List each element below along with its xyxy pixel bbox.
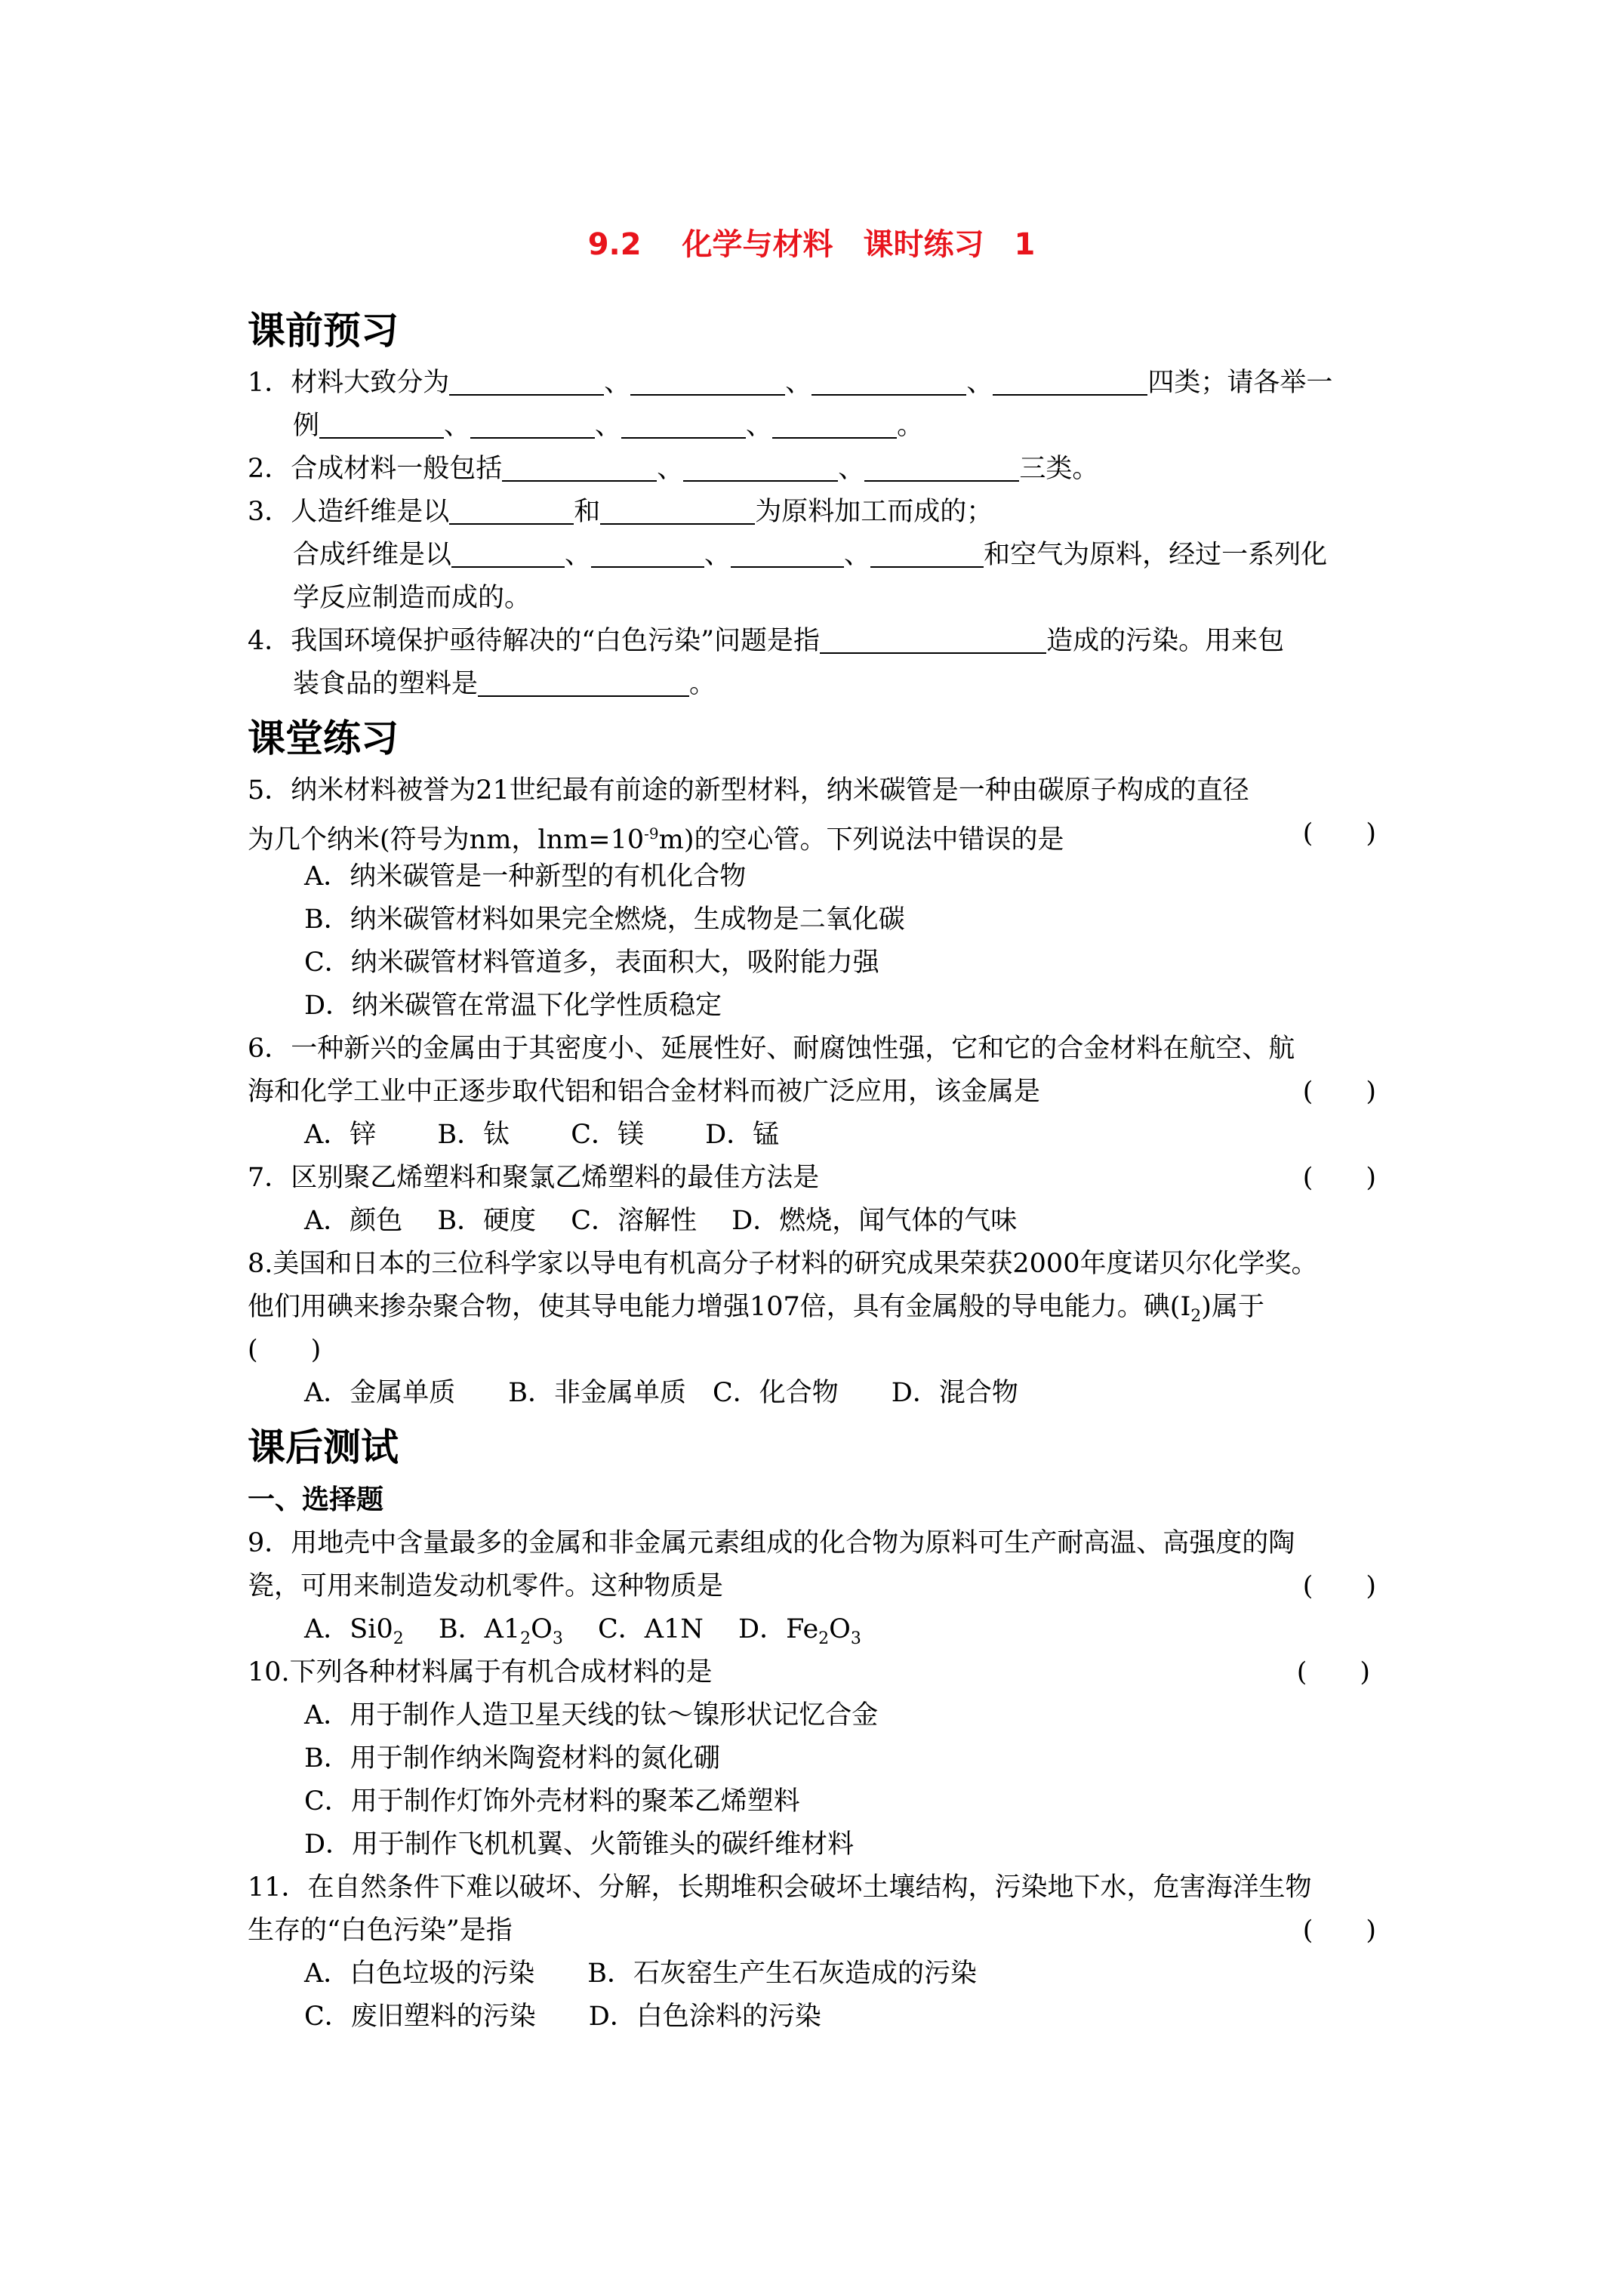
answer-blank [449, 365, 604, 396]
subscript: 2 [520, 1629, 531, 1648]
question-text: 生存的“白色污染”是指 [248, 1915, 513, 1946]
question-1-line-2 [248, 405, 1399, 448]
question-11-line-1: 11．在自然条件下难以破坏、分解，长期堆积会破坏土壤结构，污染地下水，危害海洋生物 [248, 1872, 1312, 1903]
subscript: 2 [818, 1629, 830, 1648]
separator: 、 [966, 368, 993, 398]
subscript: 3 [850, 1629, 861, 1648]
question-text: 和空气为原料，经过一系列化 [984, 540, 1328, 570]
answer-parentheses: ( ) [1302, 818, 1376, 849]
answer-blank [451, 538, 565, 568]
question-3-line-2 [248, 534, 1399, 577]
question-3-line-1 [248, 491, 1399, 534]
answer-parentheses: ( ) [1302, 1163, 1376, 1193]
answer-blank [591, 538, 704, 568]
question-5-line-2 [248, 812, 1399, 855]
question-3-line-3: 学反应制造而成的。 [293, 583, 531, 613]
question-text: 例 [293, 411, 320, 441]
separator: 、 [444, 411, 471, 441]
answer-blank [812, 365, 966, 396]
question-text: 造成的污染。用来包 [1046, 626, 1285, 656]
question-text: 7．区别聚乙烯塑料和聚氯乙烯塑料的最佳方法是 [248, 1163, 820, 1193]
separator: 、 [595, 411, 622, 441]
question-9-line-2 [248, 1565, 1399, 1608]
question-8-parentheses: ( ) [248, 1335, 322, 1365]
question-10-line-1 [248, 1651, 1399, 1694]
answer-blank [870, 538, 984, 568]
question-7-options: A．颜色 B．硬度 C．溶解性 D．燃烧，闻气体的气味 [304, 1206, 1018, 1236]
separator: 、 [704, 540, 731, 570]
question-5-line-1: 5．纳米材料被誉为21世纪最有前途的新型材料，纳米碳管是一种由碳原子构成的直径 [248, 775, 1249, 806]
option-text: B．A1 [403, 1614, 521, 1644]
option-text: O [531, 1614, 553, 1644]
question-5-option-b: B．纳米碳管材料如果完全燃烧，生成物是二氧化碳 [304, 905, 905, 935]
answer-blank [731, 538, 844, 568]
answer-parentheses: ( ) [1296, 1657, 1370, 1687]
question-5-option-a: A．纳米碳管是一种新型的有机化合物 [304, 861, 747, 892]
question-6-line-2 [248, 1071, 1399, 1114]
answer-blank [820, 624, 1046, 654]
answer-blank [864, 451, 1019, 482]
question-text: 瓷，可用来制造发动机零件。这种物质是 [248, 1571, 724, 1601]
answer-blank [449, 495, 574, 525]
separator: 、 [785, 368, 812, 398]
question-8-line-1: 8.美国和日本的三位科学家以导电有机高分子材料的研究成果荣获2000年度诺贝尔化学奖。 [248, 1249, 1318, 1279]
separator: 、 [657, 454, 684, 484]
question-10-option-b: B．用于制作纳米陶瓷材料的氮化硼 [304, 1743, 720, 1774]
question-8-line-2 [248, 1286, 1399, 1329]
answer-blank [478, 667, 689, 697]
question-text: m)的空心管。下列说法中错误的是 [658, 824, 1064, 855]
question-7-line-1 [248, 1157, 1399, 1200]
separator: 、 [844, 540, 871, 570]
subsection-heading-choice: 一、选择题 [248, 1484, 384, 1515]
subscript: 3 [552, 1629, 563, 1648]
answer-parentheses: ( ) [1302, 1571, 1376, 1601]
answer-blank [502, 451, 657, 482]
question-text: 装食品的塑料是 [293, 669, 479, 699]
question-text: 3．人造纤维是以 [248, 497, 450, 527]
section-heading-posttest: 课后测试 [248, 1425, 399, 1469]
option-text: A．Si0 [304, 1614, 393, 1644]
answer-blank [683, 451, 838, 482]
question-10-option-a: A．用于制作人造卫星天线的钛～镍形状记忆合金 [304, 1700, 879, 1730]
answer-blank [600, 495, 755, 525]
question-text: 他们用碘来掺杂聚合物，使其导电能力增强107倍，具有金属般的导电能力。碘(I [248, 1292, 1191, 1322]
question-10-option-c: C．用于制作灯饰外壳材料的聚苯乙烯塑料 [304, 1786, 800, 1817]
question-4-line-2 [248, 663, 1399, 706]
question-text: 海和化学工业中正逐步取代铝和铝合金材料而被广泛应用，该金属是 [248, 1077, 1041, 1107]
worksheet-content [248, 298, 1399, 2039]
question-text: 2．合成材料一般包括 [248, 454, 503, 484]
question-10-option-d: D．用于制作飞机机翼、火箭锥头的碳纤维材料 [304, 1829, 855, 1860]
answer-parentheses: ( ) [1302, 1077, 1376, 1107]
answer-blank [319, 408, 444, 439]
question-9-options [248, 1608, 1399, 1651]
question-11-options-cd: C．废旧塑料的污染 D．白色涂料的污染 [304, 2002, 821, 2032]
question-text: 为原料加工而成的； [755, 497, 993, 527]
question-11-options-ab: A．白色垃圾的污染 B．石灰窑生产生石灰造成的污染 [304, 1959, 977, 1989]
separator: 、 [746, 411, 773, 441]
question-text: 10.下列各种材料属于有机合成材料的是 [248, 1657, 713, 1687]
question-text: 。 [689, 669, 716, 699]
page-title: 9.2 化学与材料 课时练习 1 [587, 227, 1036, 262]
separator: 、 [565, 540, 592, 570]
answer-blank [621, 408, 746, 439]
section-heading-preview: 课前预习 [248, 309, 399, 353]
question-8-options: A．金属单质 B．非金属单质 C．化合物 D．混合物 [304, 1378, 1018, 1408]
question-text: 四类；请各举一 [1147, 368, 1333, 398]
question-text: 。 [897, 411, 924, 441]
question-1-line-1 [248, 362, 1399, 405]
question-2 [248, 448, 1399, 491]
separator: 、 [604, 368, 631, 398]
answer-blank [470, 408, 595, 439]
question-5-option-d: D．纳米碳管在常温下化学性质稳定 [304, 991, 722, 1021]
question-6-options: A．锌 B．钛 C．镁 D．锰 [304, 1120, 780, 1150]
question-9-line-1: 9．用地壳中含量最多的金属和非金属元素组成的化合物为原料可生产耐高温、高强度的陶 [248, 1528, 1295, 1558]
superscript: -9 [644, 824, 659, 843]
question-text: 1．材料大致分为 [248, 368, 450, 398]
answer-blank [772, 408, 897, 439]
question-text: 三类。 [1019, 454, 1099, 484]
separator: 、 [838, 454, 865, 484]
question-text: )属于 [1201, 1292, 1264, 1322]
question-text: 为几个纳米(符号为nm，lnm=10 [248, 824, 645, 855]
question-6-line-1: 6．一种新兴的金属由于其密度小、延展性好、耐腐蚀性强，它和它的合金材料在航空、航 [248, 1034, 1295, 1064]
question-4-line-1 [248, 620, 1399, 663]
question-5-option-c: C．纳米碳管材料管道多，表面积大，吸附能力强 [304, 948, 879, 978]
answer-blank [630, 365, 785, 396]
question-text: 4．我国环境保护亟待解决的“白色污染”问题是指 [248, 626, 821, 656]
question-text: 和 [574, 497, 601, 527]
answer-parentheses: ( ) [1302, 1915, 1376, 1946]
subscript: 2 [1190, 1307, 1202, 1326]
option-text: O [829, 1614, 851, 1644]
section-heading-classwork: 课堂练习 [248, 717, 399, 760]
option-text: C．A1N D．Fe [562, 1614, 819, 1644]
answer-blank [993, 365, 1147, 396]
subscript: 2 [393, 1629, 404, 1648]
question-text: 合成纤维是以 [293, 540, 452, 570]
question-11-line-2 [248, 1909, 1399, 1952]
